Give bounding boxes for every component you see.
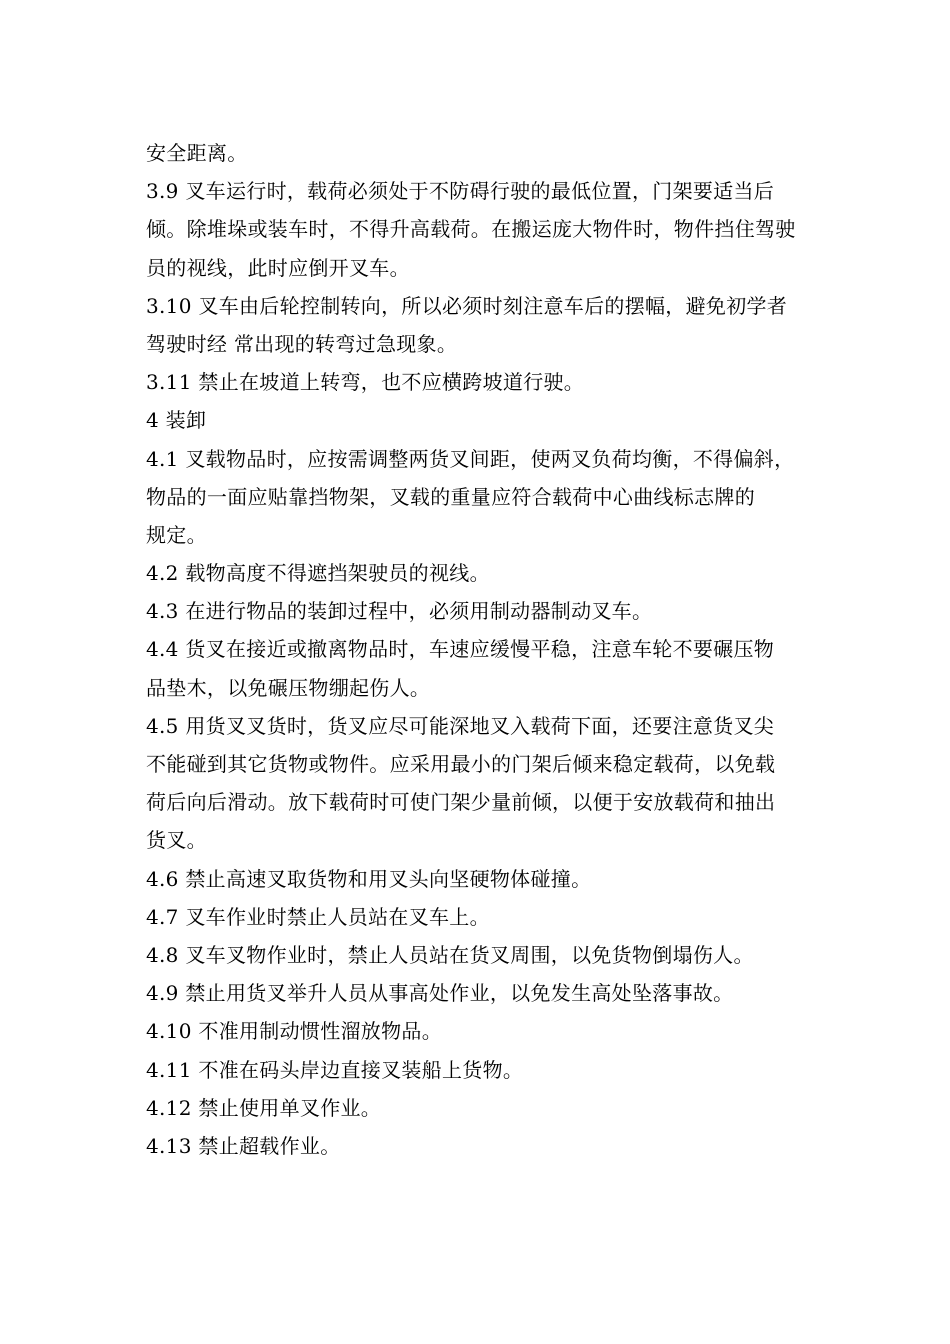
text-line: 3.11 禁止在坡道上转弯，也不应横跨坡道行驶。 [146,370,585,395]
text-line: 品垫木，以免碾压物绷起伤人。 [146,675,431,700]
text-line: 员的视线，此时应倒开叉车。 [146,255,410,280]
text-line: 4.9 禁止用货叉举升人员从事高处作业，以免发生高处坠落事故。 [146,981,734,1006]
text-line: 荷后向后滑动。放下载荷时可使门架少量前倾，以便于安放载荷和抽出 [146,790,776,815]
text-line: 4.8 叉车叉物作业时，禁止人员站在货叉周围，以免货物倒塌伤人。 [146,942,754,967]
text-line: 安全距离。 [146,141,248,165]
text-line: 不能碰到其它货物或物件。应采用最小的门架后倾来稳定载荷，以免载 [146,752,776,776]
text-line: 倾。除堆垛或装车时，不得升高载荷。在搬运庞大物件时，物件挡住驾驶 [146,217,796,242]
text-line: 规定。 [146,522,207,547]
section-heading: 4 装卸 [146,408,207,433]
text-line: 4.1 叉载物品时，应按需调整两货叉间距，使两叉负荷均衡，不得偏斜， [146,446,795,471]
text-line: 3.9 叉车运行时，载荷必须处于不防碍行驶的最低位置，门架要适当后 [146,179,775,204]
text-line: 4.12 禁止使用单叉作业。 [146,1095,382,1120]
document-body [146,134,806,1165]
text-line: 3.10 叉车由后轮控制转向，所以必须时刻注意车后的摆幅，避免初学者 [146,293,788,318]
text-line: 驾驶时经 常出现的转弯过急现象。 [146,331,458,356]
text-line: 4.6 禁止高速叉取货物和用叉头向坚硬物体碰撞。 [146,866,592,891]
text-line: 4.2 载物高度不得遮挡架驶员的视线。 [146,561,490,586]
text-line: 货叉。 [146,828,207,853]
text-line: 4.3 在进行物品的装卸过程中，必须用制动器制动叉车。 [146,599,653,624]
text-line: 4.5 用货叉叉货时，货叉应尽可能深地叉入载荷下面，还要注意货叉尖 [146,713,775,738]
text-line: 4.7 叉车作业时禁止人员站在叉车上。 [146,904,490,929]
text-line: 4.11 不准在码头岸边直接叉装船上货物。 [146,1057,524,1082]
text-line: 4.10 不准用制动惯性溜放物品。 [146,1019,442,1044]
text-line: 物品的一面应贴靠挡物架，叉载的重量应符合载荷中心曲线标志牌的 [146,484,755,509]
text-line: 4.13 禁止超载作业。 [146,1133,341,1158]
text-line: 4.4 货叉在接近或撤离物品时，车速应缓慢平稳，注意车轮不要碾压物 [146,637,775,662]
